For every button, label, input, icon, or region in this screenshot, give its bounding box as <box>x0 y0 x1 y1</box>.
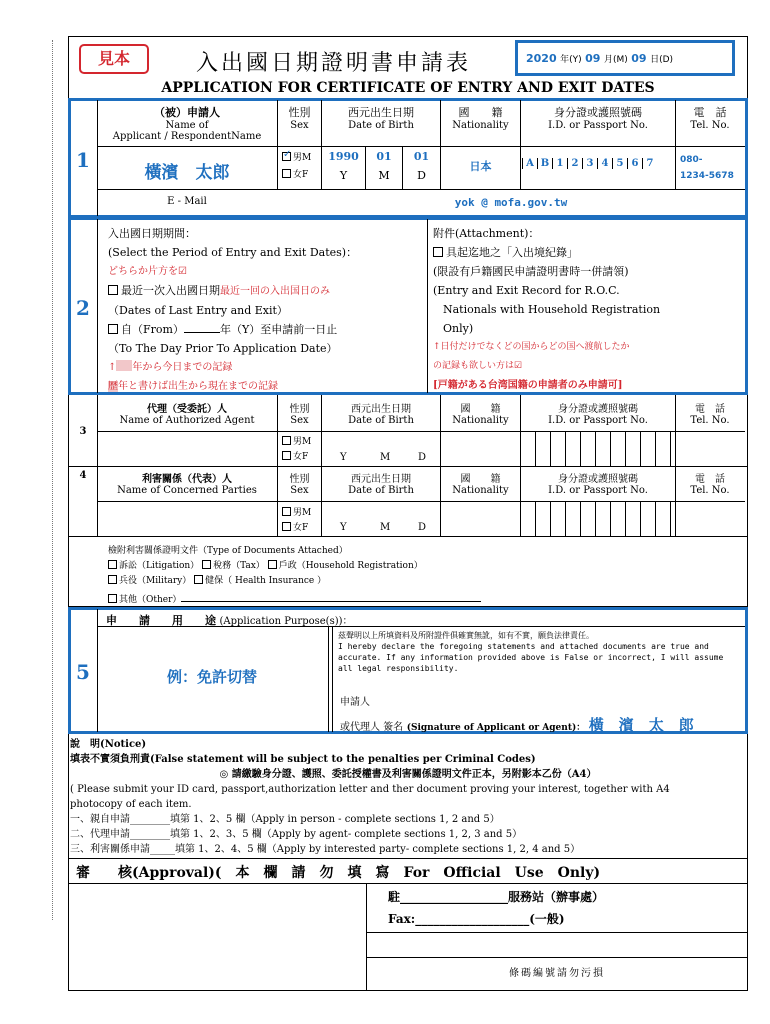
notice-block <box>70 737 746 857</box>
agent-sex-male[interactable]: 男M <box>282 434 311 447</box>
declaration: 茲聲明以上所填資料及所附證件俱確實無訛，如有不實，願負法律責任。 I hereby declare the foregoing statements and attached documents are true and accurate. If any information provided above is False or incorrect, I will assume all legal responsibility. <box>338 631 724 673</box>
doc-litigation[interactable]: 訴訟（Litigation） <box>108 561 199 571</box>
concerned-nationality-label: 國 籍 Nationality <box>452 474 509 496</box>
section-number: 4 <box>79 470 87 481</box>
attachment-note-en-1: (Entry and Exit Record for R.O.C. <box>433 284 620 297</box>
agent-sex-female[interactable]: 女F <box>282 449 308 462</box>
option-last-entry-en: （Dates of Last Entry and Exit） <box>108 304 288 317</box>
notice-line-1: 一、親自申請________填第 1、2、5 欄（Apply in person - complete sections 1, 2 and 5） <box>70 814 500 825</box>
email-value[interactable]: yok @ mofa.gov.tw <box>454 196 568 209</box>
attachment-checkbox[interactable]: 具起迄地之「入出境紀錄」 <box>433 243 745 262</box>
concerned-sex-label: 性別 Sex <box>289 474 310 496</box>
concerned-name-label: 利害關係（代表）人 Name of Concerned Parties <box>117 474 257 496</box>
attachment-title: 附件(Attachment)： <box>433 227 540 240</box>
dob-day-unit: D <box>417 169 426 182</box>
period-title-en: (Select the Period of Entry and Exit Dates)： <box>108 246 358 259</box>
agent-dob-y: Y <box>340 452 347 463</box>
section-number: 5 <box>76 660 90 684</box>
agent-name-label: 代理（受委託）人 Name of Authorized Agent <box>119 404 255 426</box>
notice-submit-en-2: photocopy of each item. <box>70 799 192 810</box>
option-last-entry[interactable]: 最近一次入出國日期最近一回の入出国日のみ <box>108 281 426 301</box>
concerned-tel-label: 電 話 Tel. No. <box>690 474 730 496</box>
applicant-name-value[interactable]: 橫濱 太郎 <box>144 163 230 183</box>
attachment-note-en-3: Only) <box>443 322 474 335</box>
id-label: 身分證或護照號碼 I.D. or Passport No. <box>548 106 648 131</box>
fax-field: Fax:___________________(一般) <box>388 912 565 926</box>
notice-penalty: 填表不實須負刑責(False statement will be subject to the penalties per Criminal Codes) <box>70 754 536 765</box>
doc-other[interactable]: 其他（Other） <box>108 593 481 608</box>
nationality-value[interactable]: 日本 <box>469 160 492 173</box>
section-number: 2 <box>76 296 90 320</box>
sample-stamp: 見本 <box>79 44 149 74</box>
doc-tax[interactable]: 稅務（Tax） <box>202 561 265 571</box>
notice-title: 說 明(Notice) <box>70 739 147 750</box>
sex-label: 性別 Sex <box>288 106 311 131</box>
note-year-to-today: ↑ 年から今日までの記録 <box>108 362 233 373</box>
signature-line[interactable]: 或代理人 簽名 (Signature of Applicant or Agent)： 橫 濱 太 郎 <box>340 716 694 734</box>
documents-title: 檢附利害關係證明文件（Type of Documents Attached） <box>108 546 348 556</box>
notice-line-2: 二、代理申請________填第 1、2、3、5 欄（Apply by agent- complete sections 1, 2, 3 and 5） <box>70 829 523 840</box>
tel-value[interactable]: 080- 1234-5678 <box>680 155 734 181</box>
attachment-note-en-2: Nationals with Household Registration <box>443 303 661 316</box>
dob-year[interactable]: 1990 <box>328 150 359 163</box>
purpose-value[interactable]: 例：免許切替 <box>166 668 257 686</box>
agent-nationality-label: 國 籍 Nationality <box>452 404 509 426</box>
form-title-en: APPLICATION FOR CERTIFICATE OF ENTRY AND EXIT DATES <box>161 80 655 96</box>
note-from-birth: 歴年と書けば出生から現在までの記録 <box>108 381 278 392</box>
tel-label: 電 話 Tel. No. <box>690 106 730 131</box>
concerned-id-label: 身分證或護照號碼 I.D. or Passport No. <box>548 474 648 496</box>
documents-attached <box>108 544 481 608</box>
purpose-label: 申 請 用 途 (Application Purpose(s))： <box>106 614 353 627</box>
either-note: どちらか片方を☑ <box>108 266 187 277</box>
option-from-year[interactable]: 自（From） 年（Y）至申請前一日止 <box>108 320 426 339</box>
application-date: 2020 年(Y) 09 月(M) 09 日(D) <box>526 52 674 65</box>
attachment-note-zh: (限設有戶籍國民申請證明書時一併請領) <box>433 265 629 278</box>
attachment-block <box>433 224 745 395</box>
concerned-sex-female[interactable]: 女F <box>282 520 308 533</box>
concerned-dob-label: 西元出生日期 Date of Birth <box>348 474 414 496</box>
dob-month-unit: M <box>378 169 390 182</box>
concerned-dob-d: D <box>418 522 427 533</box>
barcode-note: 條碼編號請勿污損 <box>509 968 605 979</box>
dob-month[interactable]: 01 <box>376 150 392 163</box>
agent-dob-label: 西元出生日期 Date of Birth <box>348 404 414 426</box>
doc-household[interactable]: 戶政（Household Registration） <box>268 561 423 571</box>
applicant-name-label: （被）申請人 Name of Applicant / RespondentName <box>112 106 262 142</box>
dob-year-unit: Y <box>339 169 348 182</box>
doc-health[interactable]: 健保（ Health Insurance ） <box>194 576 326 586</box>
agent-dob-m: M <box>380 452 391 463</box>
agent-id-cells[interactable] <box>521 431 675 466</box>
email-label: E - Mail <box>167 196 207 207</box>
concerned-id-cells[interactable] <box>521 501 675 536</box>
cut-line <box>52 40 53 920</box>
section-number: 1 <box>76 148 90 172</box>
dob-day[interactable]: 01 <box>413 150 430 163</box>
dob-label: 西元出生日期 Date of Birth <box>348 106 414 131</box>
agent-sex-label: 性別 Sex <box>289 404 310 426</box>
notice-submit-en-1: ( Please submit your ID card, passport,authorization letter and ther document proving your interest, together with A4 <box>70 784 670 795</box>
notice-line-3: 三、利害關係申請_____填第 1、2、4、5 欄（Apply by interested party- complete sections 1, 2, 4 and 5） <box>70 844 581 855</box>
agent-tel-label: 電 話 Tel. No. <box>690 404 730 426</box>
form-title-zh: 入出國日期證明書申請表 <box>196 51 472 76</box>
doc-military[interactable]: 兵役（Military） <box>108 576 191 586</box>
period-block <box>108 224 426 396</box>
concerned-sex-male[interactable]: 男M <box>282 505 311 518</box>
agent-id-label: 身分證或護照號碼 I.D. or Passport No. <box>548 404 648 426</box>
agent-dob-d: D <box>418 452 427 463</box>
sex-male-option[interactable]: ✓ 男M <box>283 149 312 163</box>
attachment-jp-note-1: ↑日付だけでなくどの国からどの国へ渡航したか <box>433 342 630 352</box>
attachment-jp-note-3: [戸籍がある台湾国籍の申請者のみ申請可] <box>433 380 623 391</box>
id-number[interactable]: A B 1 2 3 4 5 6 7 <box>522 158 657 169</box>
station-field: 駐__________________服務站（辦事處） <box>388 890 605 904</box>
option-from-year-en: （To The Day Prior To Application Date） <box>108 342 338 355</box>
nationality-label: 國 籍 Nationality <box>452 106 509 131</box>
concerned-dob-m: M <box>380 522 391 533</box>
notice-submit-zh: ◎ 請繳驗身分證、護照、委託授權書及利害關係證明文件正本，另附影本乙份（A4） <box>219 769 597 780</box>
period-title-zh: 入出國日期期間： <box>108 227 196 240</box>
section-number: 3 <box>79 426 87 437</box>
approval-title: 審 核(Approval)( 本 欄 請 勿 填 寫 For Official Use Only) <box>76 865 601 881</box>
concerned-dob-y: Y <box>340 522 347 533</box>
applicant-sign-label: 申請人 <box>340 697 370 708</box>
attachment-jp-note-2: の記録も欲しい方は☑ <box>433 361 523 371</box>
sex-female-option[interactable]: 女F <box>282 167 308 180</box>
